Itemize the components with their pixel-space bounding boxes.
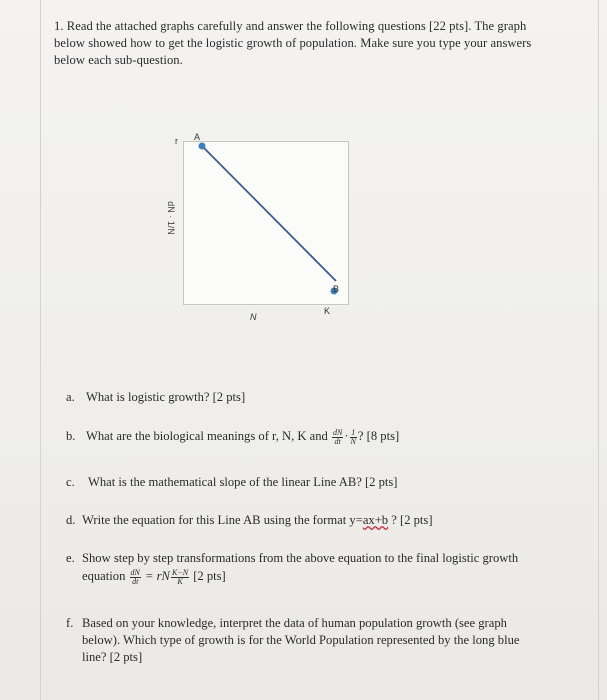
question-e-line-1: Show step by step transformations from the above equation to the final logistic growth: [82, 551, 519, 565]
y-axis-label-text: dN · 1/N: [166, 201, 176, 235]
label-b: B: [333, 284, 340, 294]
intro-line-2: below showed how to get the logistic growth of population. Make sure you type your answers: [54, 36, 532, 50]
page-border-right: [598, 0, 599, 700]
line-ab: [204, 148, 336, 281]
question-f-letter: f.: [66, 616, 74, 630]
fraction-k-minus-n-over-k: [171, 569, 189, 586]
question-d-text-post: ? [2 pts]: [388, 513, 433, 527]
question-f: [66, 615, 586, 675]
fraction-numerator: 1: [351, 427, 356, 437]
question-a-text: What is logistic growth? [2 pts]: [86, 390, 246, 404]
graph-canvas: [184, 142, 348, 304]
intro-line-3: below each sub-question.: [54, 53, 183, 67]
question-e-line-2: [82, 568, 226, 586]
fraction-numerator: dN: [333, 427, 343, 437]
label-k: K: [324, 306, 331, 316]
question-b-text-post: ? [8 pts]: [357, 429, 400, 443]
page-border-left: [40, 0, 41, 700]
y-axis-label: [148, 198, 188, 238]
question-f-line-2: below). Which type of growth is for the World Population represented by the long blue: [82, 633, 520, 647]
label-n: N: [250, 312, 257, 322]
fraction-denominator: K: [177, 576, 183, 586]
equation-rn: = rN: [141, 569, 170, 583]
question-b-body: What are the biological meanings of r, N, K and $\frac{dN}{dt}$ · $\frac{1}{N}$ ? [8 pts]: [86, 427, 400, 446]
fraction-numerator: dN: [130, 567, 140, 577]
question-d-text-pre: Write the equation for this Line AB using the format y=: [82, 513, 363, 527]
label-a: A: [194, 132, 201, 142]
fraction-denominator: dt: [132, 576, 139, 586]
question-e: [66, 550, 586, 590]
fraction-numerator: K−N: [171, 567, 189, 577]
fraction-dn-dt: [332, 429, 343, 446]
question-e-points: [2 pts]: [190, 569, 226, 583]
question-d-letter: d.: [66, 513, 76, 527]
question-e-equation-label: equation: [82, 569, 129, 583]
question-b-letter: b.: [66, 429, 76, 443]
fraction-denominator: dt: [334, 436, 341, 446]
point-a: [199, 143, 206, 150]
question-b-text-pre: What are the biological meanings of r, N, K and: [86, 429, 331, 443]
question-f-line-1: Based on your knowledge, interpret the data of human population growth (see graph: [82, 616, 507, 630]
fraction-dn-dt: [130, 569, 141, 586]
question-c-letter: c.: [66, 475, 75, 489]
label-r: r: [175, 136, 178, 146]
question-c-text: What is the mathematical slope of the linear Line AB? [2 pts]: [88, 475, 398, 489]
question-f-line-3: line? [2 pts]: [82, 650, 143, 664]
question-a-letter: a.: [66, 390, 75, 404]
fraction-1-n: [350, 429, 357, 446]
question-e-letter: e.: [66, 551, 75, 565]
logistic-graph: [183, 141, 349, 305]
question-d-body: [82, 512, 433, 529]
question-intro: [54, 18, 574, 69]
intro-line-1: 1. Read the attached graphs carefully and answer the following questions [22 pts]. The graph: [54, 19, 527, 33]
question-d-format: ax+b: [362, 513, 389, 527]
fraction-denominator: N: [350, 436, 356, 446]
